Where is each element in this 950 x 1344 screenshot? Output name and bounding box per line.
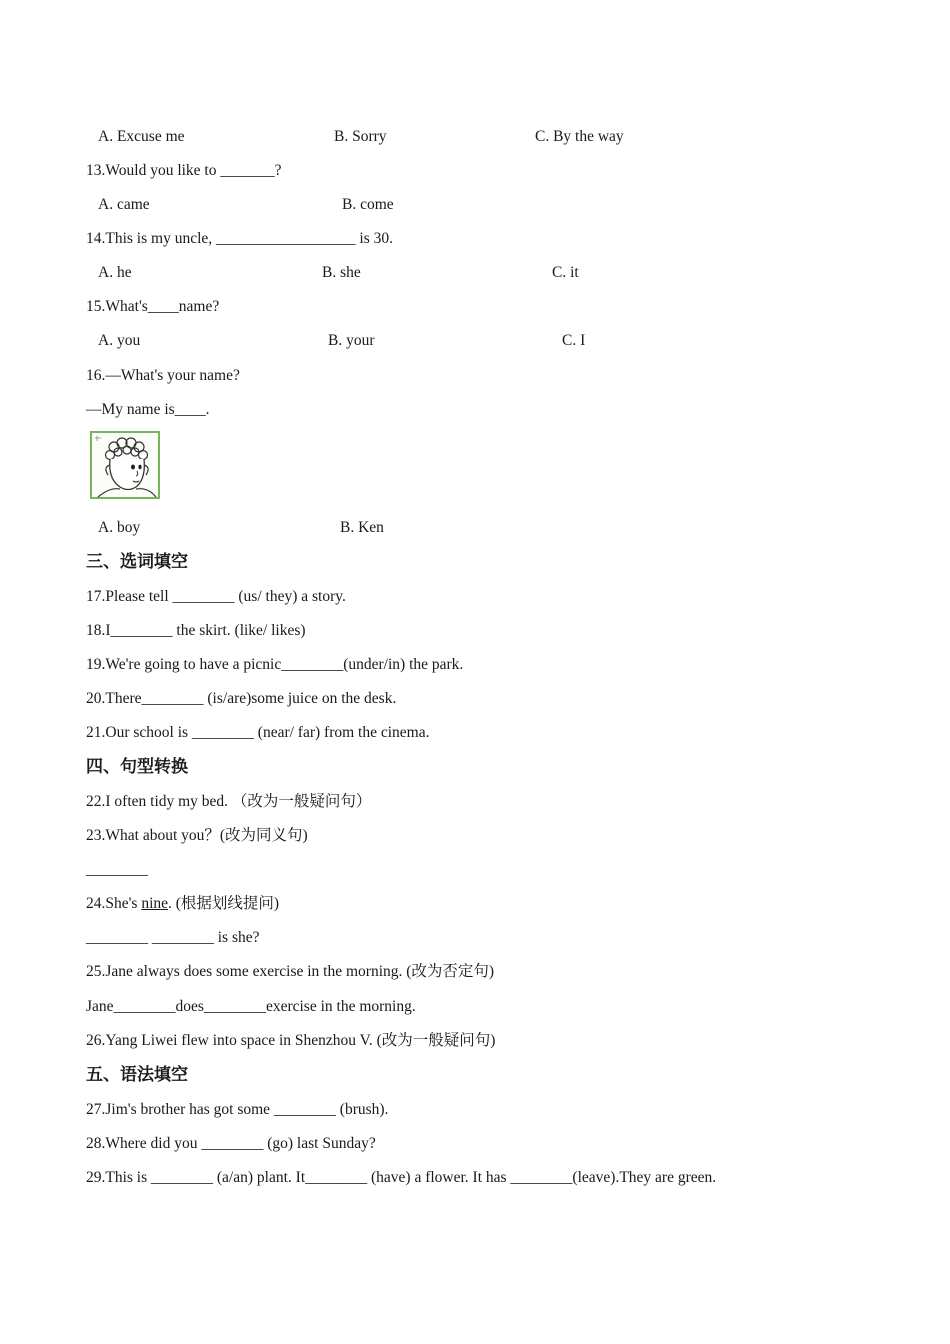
q29: 29.This is ________ (a/an) plant. It________ (have) a flower. It has ________(leave).They are green.	[86, 1169, 717, 1186]
q12-option-a: A. Excuse me	[98, 128, 185, 145]
q13-option-a: A. came	[98, 196, 150, 213]
q26: 26.Yang Liwei flew into space in Shenzhou V. (改为一般疑问句)	[86, 1032, 496, 1049]
q24-line2: ________ ________ is she?	[86, 929, 260, 946]
q24-stem-post: . (根据划线提问)	[168, 895, 280, 912]
q13-stem: 13.Would you like to _______?	[86, 162, 282, 179]
q12-option-b: B. Sorry	[334, 128, 387, 145]
q23-stem: 23.What about you？(改为同义句)	[86, 827, 308, 844]
q27: 27.Jim's brother has got some ________ (brush).	[86, 1101, 389, 1118]
q25-stem: 25.Jane always does some exercise in the morning. (改为否定句)	[86, 963, 495, 980]
q15-option-c: C. I	[562, 332, 586, 349]
q14-option-a: A. he	[98, 264, 132, 281]
section-4-heading: 四、句型转换	[86, 757, 188, 777]
q24-stem	[86, 894, 279, 914]
q21: 21.Our school is ________ (near/ far) from the cinema.	[86, 724, 430, 741]
q15-option-a: A. you	[98, 332, 141, 349]
q17: 17.Please tell ________ (us/ they) a story.	[86, 588, 346, 605]
q14-option-b: B. she	[322, 264, 361, 281]
section-3-heading: 三、选词填空	[86, 552, 188, 572]
q12-option-c: C. By the way	[535, 128, 624, 145]
q28: 28.Where did you ________ (go) last Sunday?	[86, 1135, 376, 1152]
q14-stem: 14.This is my uncle, __________________ is 30.	[86, 230, 393, 247]
q24-underlined-word: nine	[141, 895, 169, 912]
q22: 22.I often tidy my bed. （改为一般疑问句）	[86, 793, 372, 810]
boy-picture	[90, 431, 160, 499]
q14-option-c: C. it	[552, 264, 579, 281]
q13-option-b: B. come	[342, 196, 394, 213]
q18: 18.I________ the skirt. (like/ likes)	[86, 622, 306, 639]
q25-line2: Jane________does________exercise in the morning.	[86, 998, 416, 1015]
q16-stem: 16.—What's your name?	[86, 367, 240, 384]
q16-option-b: B. Ken	[340, 519, 384, 536]
q20: 20.There________ (is/are)some juice on the desk.	[86, 690, 397, 707]
q15-stem: 15.What's____name?	[86, 298, 220, 315]
section-5-heading: 五、语法填空	[86, 1065, 188, 1085]
q15-option-b: B. your	[328, 332, 375, 349]
q16-line2: —My name is____.	[86, 401, 210, 418]
q16-option-a: A. boy	[98, 519, 141, 536]
q24-stem-pre: 24.She's	[86, 895, 142, 912]
q23-answer-blank: ________	[86, 861, 148, 878]
q19: 19.We're going to have a picnic________(under/in) the park.	[86, 656, 464, 673]
